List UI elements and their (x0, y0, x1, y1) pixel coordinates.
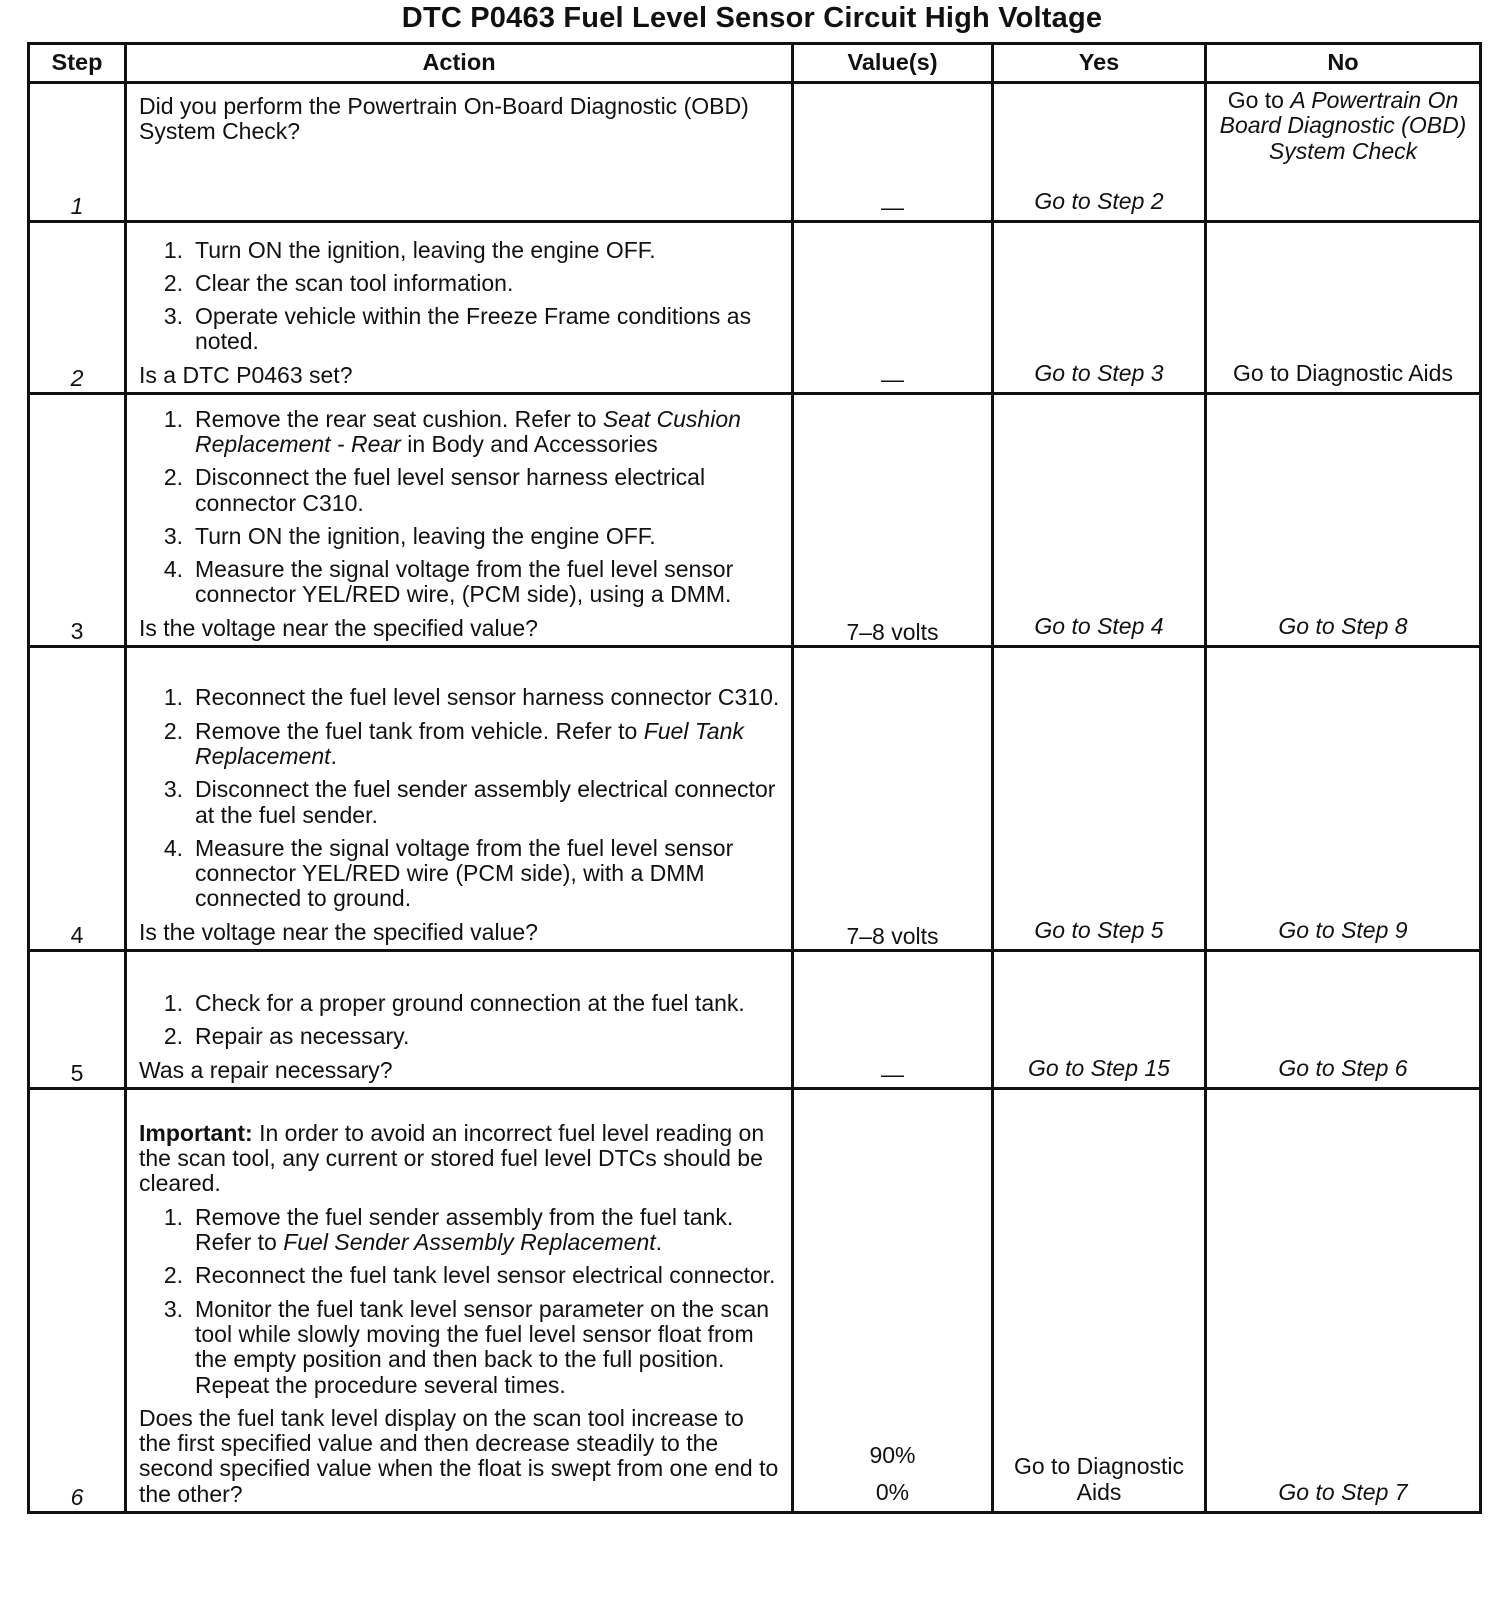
list-item: 2. Clear the scan tool information. (163, 269, 514, 296)
list-item: 3. Monitor the fuel tank level sensor parameter on the scan tool while slowly moving the fuel level sensor float from the empty position and then back to the full position. Repeat the procedure several times. (163, 1295, 770, 1398)
no-cell: Go to Step 8 (1206, 394, 1481, 647)
list-item: 2. Reconnect the fuel tank level sensor electrical connector. (163, 1262, 776, 1289)
step-number: 2 (29, 222, 126, 394)
yes-cell: Go to Step 15 (993, 951, 1206, 1089)
list-item: 1. Check for a proper ground connection at the fuel tank. (163, 990, 745, 1017)
action-list (139, 991, 781, 1050)
table-row-step-3 (29, 394, 1481, 647)
action-question: Is a DTC P0463 set? (139, 361, 353, 388)
header-values: Value(s) (793, 44, 993, 83)
action-list (139, 685, 781, 911)
table-row-step-1 (29, 83, 1481, 222)
action-question: Is the voltage near the specified value? (139, 614, 538, 641)
no-cell: Go to Step 9 (1206, 647, 1481, 951)
header-action: Action (126, 44, 793, 83)
important-note: Important: In order to avoid an incorrect fuel level reading on the scan tool, any current or stored fuel level DTCs should be cleared. (139, 1119, 765, 1197)
list-item: 1. Remove the fuel sender assembly from the fuel tank. Refer to Fuel Sender Assembly Replacement. (163, 1203, 734, 1256)
header-step: Step (29, 44, 126, 83)
page-title: DTC P0463 Fuel Level Sensor Circuit High Voltage (401, 2, 1103, 34)
header-row (29, 44, 1481, 83)
action-cell (126, 951, 793, 1089)
list-item: 3. Turn ON the ignition, leaving the engine OFF. (163, 522, 656, 549)
no-cell: Go to Step 6 (1206, 951, 1481, 1089)
action-cell (126, 83, 793, 222)
step-number: 5 (29, 951, 126, 1089)
action-cell (126, 394, 793, 647)
action-cell (126, 222, 793, 394)
value-cell (793, 1089, 993, 1513)
action-list (139, 407, 781, 608)
yes-cell: Go to Step 2 (993, 83, 1206, 222)
value-second: 0% (875, 1479, 910, 1506)
no-link: A Powertrain On Board Diagnostic (OBD) System Check (1219, 87, 1467, 164)
diagnostic-table (27, 42, 1482, 1514)
yes-cell: Go to Step 4 (993, 394, 1206, 647)
value-cell: — (793, 222, 993, 394)
step-number: 1 (29, 83, 126, 222)
no-cell: Go to Diagnostic Aids (1206, 222, 1481, 394)
no-cell: Go to Step 7 (1206, 1089, 1481, 1513)
value-cell: 7–8 volts (793, 394, 993, 647)
header-no: No (1206, 44, 1481, 83)
action-list (139, 238, 781, 355)
yes-cell: Go to Step 3 (993, 222, 1206, 394)
value-cell: — (793, 951, 993, 1089)
step-number: 3 (29, 394, 126, 647)
list-item: 3. Operate vehicle within the Freeze Frame conditions as noted. (163, 303, 752, 355)
value-cell: 7–8 volts (793, 647, 993, 951)
list-item: 4. Measure the signal voltage from the fuel level sensor connector YEL/RED wire, (PCM side), using a DMM. (163, 556, 734, 608)
action-question: Is the voltage near the specified value? (139, 918, 538, 945)
action-list (139, 1205, 781, 1398)
yes-cell: Go to Step 5 (993, 647, 1206, 951)
yes-cell: Go to Diagnostic Aids (993, 1089, 1206, 1513)
list-item: 2. Disconnect the fuel level sensor harness electrical connector C310. (163, 464, 706, 516)
value-first: 90% (869, 1442, 916, 1469)
table-row-step-2 (29, 222, 1481, 394)
list-item: 2. Repair as necessary. (163, 1023, 410, 1050)
table-row-step-6 (29, 1089, 1481, 1513)
list-item: 1. Turn ON the ignition, leaving the engine OFF. (163, 236, 656, 263)
table-row-step-5 (29, 951, 1481, 1089)
list-item: 3. Disconnect the fuel sender assembly electrical connector at the fuel sender. (163, 776, 776, 828)
list-item: 1. Reconnect the fuel level sensor harness connector C310. (163, 684, 780, 711)
list-item: 1. Remove the rear seat cushion. Refer to Seat Cushion Replacement - Rear in Body and Accessories (163, 405, 741, 457)
header-yes: Yes (993, 44, 1206, 83)
step-number: 6 (29, 1089, 126, 1513)
action-question: Did you perform the Powertrain On-Board Diagnostic (OBD) System Check? (139, 93, 749, 145)
step-number: 4 (29, 647, 126, 951)
value-cell: — (793, 83, 993, 222)
action-cell (126, 1089, 793, 1513)
table-row-step-4 (29, 647, 1481, 951)
no-prefix: Go to (1227, 87, 1291, 113)
action-question: Was a repair necessary? (139, 1056, 393, 1083)
list-item: 4. Measure the signal voltage from the fuel level sensor connector YEL/RED wire (PCM side), with a DMM connected to ground. (163, 834, 734, 912)
no-cell (1206, 83, 1481, 222)
action-question: Does the fuel tank level display on the scan tool increase to the first specified value and then decrease steadily to the second specified value when the float is swept from one end to the other? (139, 1404, 779, 1507)
action-cell (126, 647, 793, 951)
list-item: 2. Remove the fuel tank from vehicle. Refer to Fuel Tank Replacement. (163, 717, 744, 769)
